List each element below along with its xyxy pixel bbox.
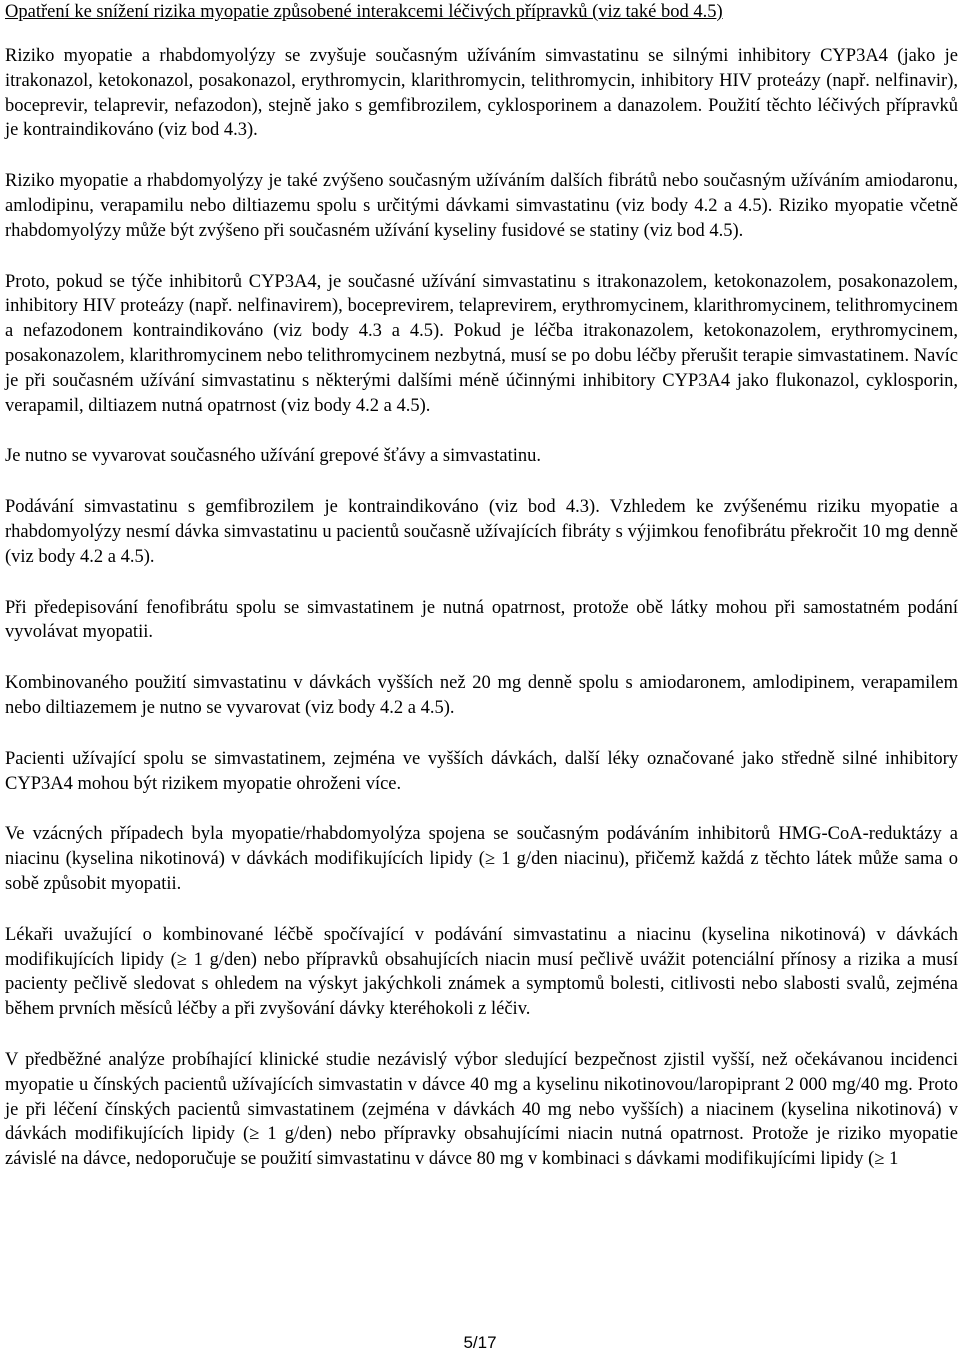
document-page — [5, 0, 958, 1172]
paragraph: Riziko myopatie a rhabdomyolýzy je také zvýšeno současným užíváním dalších fibrátů nebo současným užíváním amiodaronu, amlodipinu, verapamilu nebo diltiazemu spolu s určitými dávkami simvastatinu (viz body 4.2 a 4.5). Riziko myopatie včetně rhabdomyolýzy může být zvýšeno při současném užívání kyseliny fusidové se statiny (viz bod 4.5). — [5, 171, 958, 241]
paragraph: Při předepisování fenofibrátu spolu se simvastatinem je nutná opatrnost, protože obě látky mohou při samostatném podání vyvolávat myopatii. — [5, 597, 958, 643]
paragraph: V předběžné analýze probíhající klinické studie nezávislý výbor sledující bezpečnost zjistil vyšší, než očekávanou incidenci myopatie u čínských pacientů užívajících simvastatin v dávce 40 mg a kyselinu nikotinovou/laropiprant 2 000 mg/40 mg. Proto je při léčení čínských pacientů simvastatinem (zejména v dávkách 40 mg nebo vyšších) a niacinem (kyselina nikotinová) v dávkách modifikujících lipidy (≥ 1 g/den) nebo přípravky obsahujícími niacin nutná opatrnost. Protože je riziko myopatie závislé na dávce, nedoporučuje se použití simvastatinu v dávce 80 mg v kombinaci s dávkami modifikujícími lipidy (≥ 1 — [5, 1049, 958, 1170]
paragraph: Ve vzácných případech byla myopatie/rhabdomyolýza spojena se současným podáváním inhibitorů HMG-CoA-reduktázy a niacinu (kyselina nikotinová) v dávkách modifikujících lipidy (≥ 1 g/den niacinu), přičemž každá z těchto látek může sama o sobě způsobit myopatii. — [5, 824, 958, 894]
paragraph: Proto, pokud se týče inhibitorů CYP3A4, je současné užívání simvastatinu s itrakonazolem, ketokonazolem, posakonazolem, inhibitory HIV proteázy (např. nelfinavirem), boceprevirem, telaprevirem, erythromycinem, klarithromycinem, telithromycinem a nefazodonem kontraindikováno (viz body 4.3 a 4.5). Pokud je léčba itrakonazolem, ketokonazolem, erythromycinem, posakonazolem, klarithromycinem nebo telithromycinem nezbytná, musí se po dobu léčby přerušit terapie simvastatinem. Navíc je při současném užívání simvastatinu s některými dalšími méně účinnými inhibitory CYP3A4 jako flukonazol, cyklosporin, verapamil, diltiazem nutná opatrnost (viz body 4.2 a 4.5). — [5, 271, 958, 416]
paragraph: Je nutno se vyvarovat současného užívání grepové šťávy a simvastatinu. — [5, 446, 542, 467]
paragraph: Riziko myopatie a rhabdomyolýzy se zvyšuje současným užíváním simvastatinu se silnými inhibitory CYP3A4 (jako je itrakonazol, ketokonazol, posakonazol, erythromycin, klarithromycin, telithromycin, inhibitory HIV proteázy (např. nelfinavir), boceprevir, telaprevir, nefazodon), stejně jako s gemfibrozilem, cyklosporinem a danazolem. Použití těchto léčivých přípravků je kontraindikováno (viz bod 4.3). — [5, 46, 958, 141]
paragraph: Lékaři uvažující o kombinované léčbě spočívající v podávání simvastatinu a niacinu (kyselina nikotinová) v dávkách modifikujících lipidy (≥ 1 g/den) nebo přípravků obsahujících niacin musí pečlivě uvážit potenciální přínosy a rizika a musí pacienty pečlivě sledovat s ohledem na výskyt jakýchkoli známek a symptomů bolesti, citlivosti nebo slabosti svalů, zejména během prvních měsíců léčby a při zvyšování dávky kteréhokoli z léčiv. — [5, 924, 958, 1020]
section-heading: Opatření ke snížení rizika myopatie způsobené interakcemi léčivých přípravků (viz také bod 4.5) — [5, 2, 723, 22]
paragraph: Pacienti užívající spolu se simvastatinem, zejména ve vyšších dávkách, další léky označované jako středně silné inhibitory CYP3A4 mohou být rizikem myopatie ohroženi více. — [5, 748, 958, 794]
paragraph: Podávání simvastatinu s gemfibrozilem je kontraindikováno (viz bod 4.3). Vzhledem ke zvýšenému riziku myopatie a rhabdomyolýzy nesmí dávka simvastatinu u pacientů současně užívajících fibráty s výjimkou fenofibrátu překročit 10 mg denně (viz body 4.2 a 4.5). — [5, 497, 958, 567]
paragraph: Kombinovaného použití simvastatinu v dávkách vyšších než 20 mg denně spolu s amiodaronem, amlodipinem, verapamilem nebo diltiazemem je nutno se vyvarovat (viz body 4.2 a 4.5). — [5, 673, 958, 718]
page-number: 5/17 — [463, 1333, 497, 1352]
